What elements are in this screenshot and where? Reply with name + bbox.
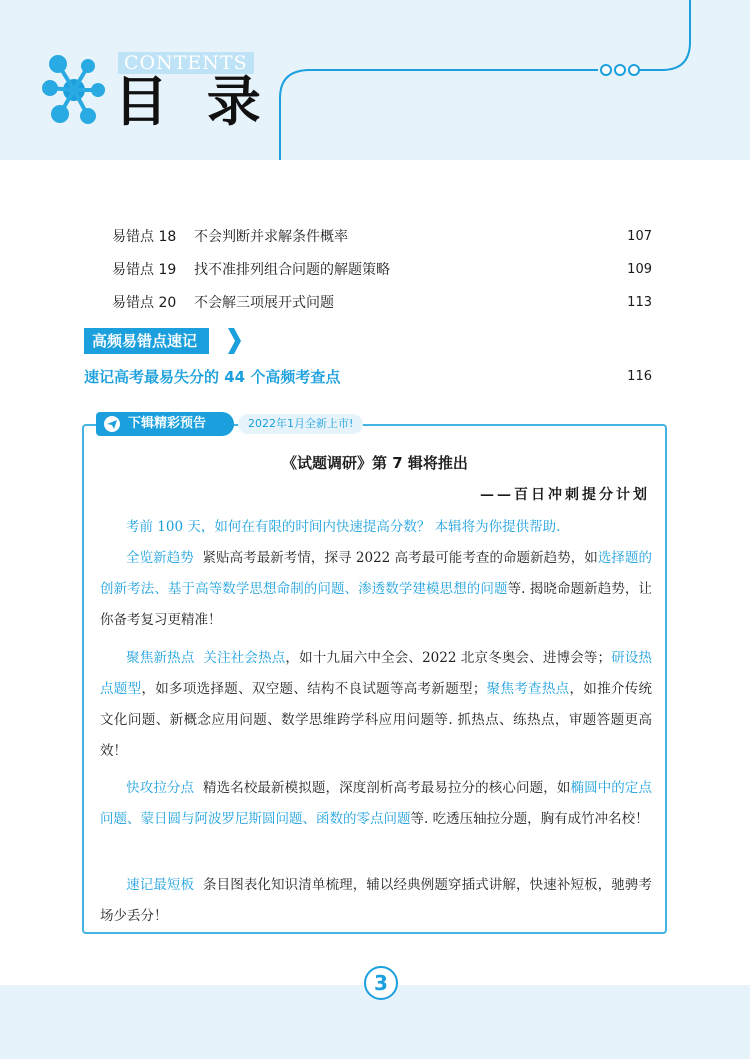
- toc-page: 107: [627, 229, 652, 244]
- toc-title: 找不准排列组合问题的解题策略: [194, 262, 390, 278]
- para-text: 精选名校最新模拟题，深度剖析高考最易拉分的核心问题，如: [202, 780, 571, 796]
- preview-tab: [96, 412, 234, 436]
- toc-title: 速记高考最易失分的 44 个高频考查点: [84, 368, 341, 386]
- para-highlight: 研设热点题型: [100, 650, 653, 697]
- toc-page: 116: [627, 369, 652, 384]
- intro-text: 考前 100 天，如何在有限的时间内快速提高分数？ 本辑将为你提供帮助.: [126, 519, 561, 535]
- preview-headline: 《试题调研》第 7 辑将推出: [282, 454, 468, 472]
- preview-subheadline: ——百日冲刺提分计划: [480, 487, 650, 503]
- para-label: 聚焦新热点: [126, 650, 195, 666]
- section-badge: 高频易错点速记: [84, 328, 209, 354]
- preview-date-note: 2022年1月全新上市!: [238, 414, 363, 434]
- header-decor-line: [0, 0, 750, 160]
- page-number: 3: [364, 966, 398, 1000]
- toc-page: 109: [627, 262, 652, 277]
- toc-title: 不会判断并求解条件概率: [194, 229, 348, 245]
- preview-tab-label: 下辑精彩预告: [128, 416, 207, 431]
- toc-row[interactable]: [112, 259, 652, 281]
- para-highlight: 选择题的创新考法、基于高等数学思想命制的问题、渗透数学建模思想的问题: [100, 550, 652, 597]
- badge-chevron-icon: [228, 328, 242, 354]
- para-text: ，如十九届六中全会、2022 北京冬奥会、进博会等；: [285, 650, 612, 666]
- para-highlight: 椭圆中的定点问题、蒙日圆与阿波罗尼斯圆问题、函数的零点问题: [100, 780, 653, 827]
- para-text: ，如推介传统文化问题、新概念应用问题、数学思维跨学科应用问题等. 抓热点、练热点，审题答题更高效！: [100, 681, 653, 759]
- para-label: 快攻拉分点: [126, 780, 195, 796]
- preview-paragraph: [100, 870, 652, 932]
- contents-word: CONTENTS: [118, 52, 254, 74]
- toc-code: 易错点 20: [112, 295, 177, 311]
- preview-paragraph: [100, 773, 652, 835]
- preview-paragraph: [100, 543, 652, 636]
- toc-page: 113: [627, 295, 652, 310]
- para-text: 等. 揭晓命题新趋势，让你备考复习更精准！: [100, 581, 652, 628]
- para-highlight: 关注社会热点: [203, 650, 286, 666]
- para-label: 全览新趋势: [126, 550, 194, 566]
- paper-plane-icon: [104, 416, 120, 432]
- para-text: 等. 吃透压轴拉分题，胸有成竹冲名校！: [410, 811, 649, 827]
- toc-code: 易错点 19: [112, 262, 177, 278]
- preview-intro: [100, 512, 652, 543]
- preview-paragraph: [100, 643, 652, 767]
- toc-row[interactable]: [112, 226, 652, 248]
- toc-row[interactable]: [112, 292, 652, 314]
- para-label: 速记最短板: [126, 877, 195, 893]
- para-text: 紧贴高考最新考情，探寻 2022 高考最可能考查的命题新趋势，如: [202, 550, 598, 566]
- para-text: 条目图表化知识清单梳理，辅以经典例题穿插式讲解，快速补短板，驰骋考场少丢分！: [100, 877, 653, 924]
- para-highlight: 聚焦考查热点: [486, 681, 570, 697]
- toc-code: 易错点 18: [112, 229, 177, 245]
- dots-logo-icon: [38, 54, 108, 128]
- toc-title: 不会解三项展开式问题: [194, 295, 334, 311]
- toc-row-frequent[interactable]: [84, 365, 652, 389]
- page-title: 目 录: [114, 70, 271, 133]
- para-text: ，如多项选择题、双空题、结构不良试题等高考新题型；: [141, 681, 487, 697]
